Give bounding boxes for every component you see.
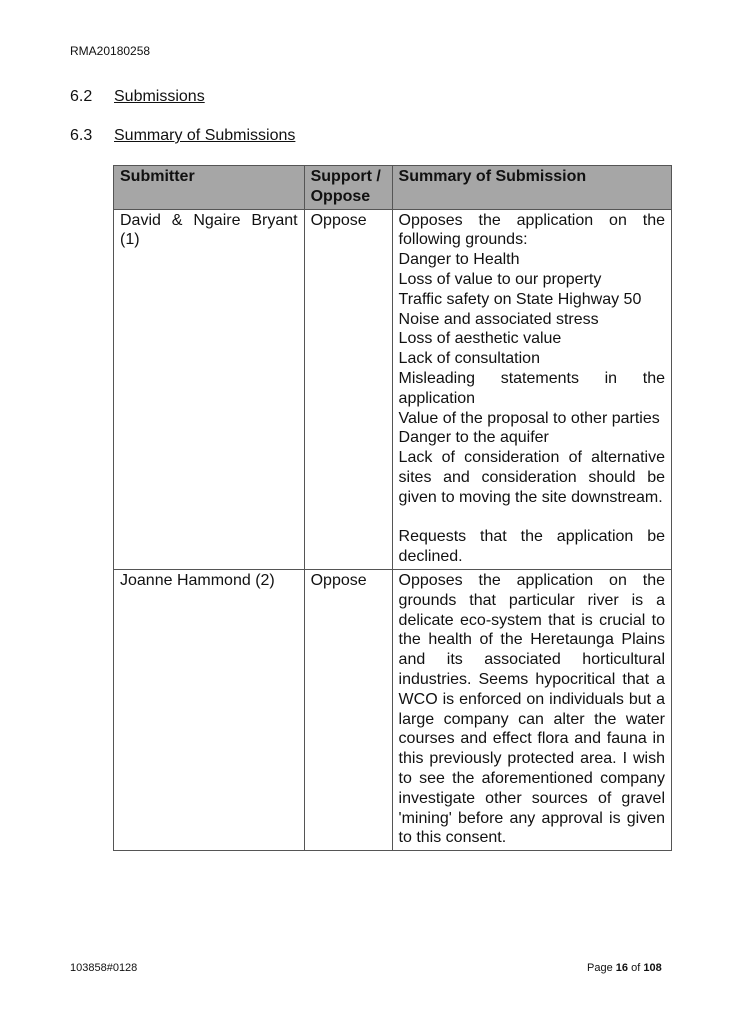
- ground-item: Lack of consultation: [398, 350, 540, 368]
- footer-page-number: [587, 962, 662, 974]
- section-title: Submissions: [114, 88, 205, 105]
- section-number: 6.2: [70, 88, 93, 105]
- section-heading-submissions: [70, 88, 205, 106]
- ground-item: Misleading statements in the application: [398, 369, 665, 407]
- ground-item: Value of the proposal to other parties: [398, 409, 660, 427]
- ground-item: Loss of value to our property: [398, 270, 602, 288]
- submitter-cell: Joanne Hammond (2): [114, 569, 305, 850]
- ground-item: Danger to the aquifer: [398, 429, 549, 447]
- position-cell: Oppose: [304, 209, 392, 569]
- ground-item: Noise and associated stress: [398, 310, 599, 328]
- page-of-label: of: [631, 962, 641, 974]
- ground-item: Lack of consideration of alternative sites and consideration should be given to moving the site downstream.: [398, 449, 665, 506]
- paragraph-gap: [399, 508, 665, 528]
- table-header-row: [114, 166, 672, 210]
- column-header-summary: Summary of Submission: [392, 166, 671, 210]
- section-number: 6.3: [70, 127, 93, 144]
- ground-item: Danger to Health: [398, 251, 520, 269]
- ground-item: Traffic safety on State Highway 50: [398, 290, 642, 308]
- page-current: 16: [615, 962, 629, 974]
- column-header-submitter: Submitter: [114, 166, 305, 210]
- summary-cell: Opposes the application on the grounds that particular river is a delicate eco-system that is crucial to the health of the Heretaunga Plains and its associated horticultural industries. Seems hypocritical that a WCO is enforced on individuals but a large company can alter the water courses and effect flora and fauna in this previously protected area. I wish to see the aforementioned company investigate other sources of gravel 'mining' before any approval is given to this consent.: [392, 569, 671, 850]
- summary-intro: Opposes the application on the following grounds:: [398, 211, 665, 249]
- document-reference: RMA20180258: [70, 44, 151, 58]
- submitter-cell: David & Ngaire Bryant (1): [114, 209, 305, 569]
- footer-document-ref: 103858#0128: [70, 962, 138, 974]
- submissions-table: [113, 165, 672, 851]
- position-cell: Oppose: [304, 569, 392, 850]
- section-heading-summary: [70, 127, 295, 145]
- section-title: Summary of Submissions: [114, 127, 296, 144]
- table-row: [114, 209, 672, 569]
- table-row: [114, 569, 672, 850]
- ground-item: Loss of aesthetic value: [398, 330, 562, 348]
- page-total: 108: [643, 962, 662, 974]
- page-label: Page: [587, 962, 613, 974]
- summary-request: Requests that the application be declined.: [398, 528, 665, 566]
- column-header-support-oppose: Support / Oppose: [304, 166, 392, 210]
- summary-cell: [392, 209, 671, 569]
